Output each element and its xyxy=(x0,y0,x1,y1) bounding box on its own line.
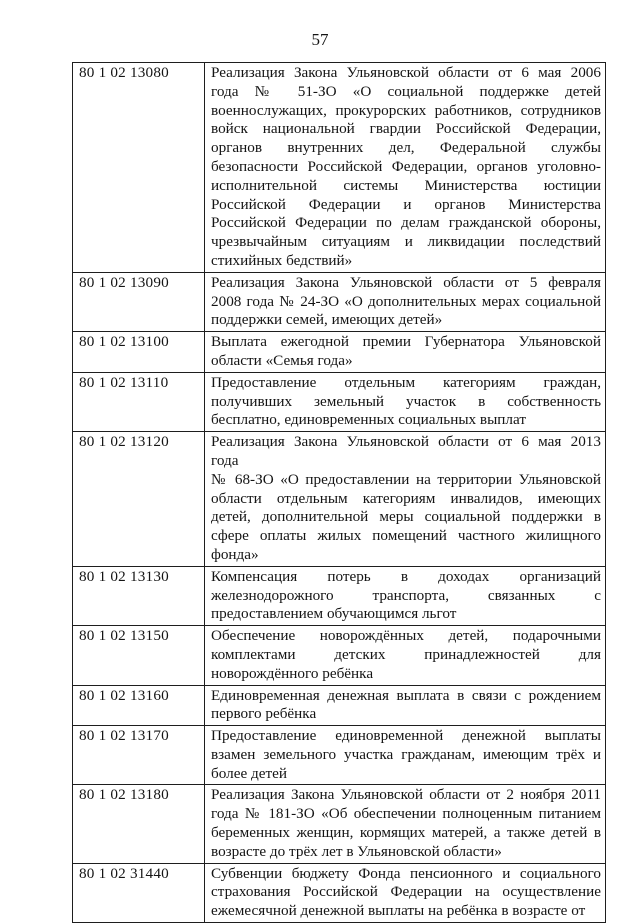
description-line: Реализация Закона Ульяновской области от 2 ноября 2011 xyxy=(211,786,601,804)
description-cell xyxy=(205,63,606,273)
description-line: ежемесячной денежной выплаты на ребёнка в возрасте от xyxy=(211,902,586,920)
table-row xyxy=(73,626,606,685)
budget-code-cell: 80 1 02 13110 xyxy=(73,372,205,431)
description-line: области «Семья года» xyxy=(211,351,353,369)
description-line: Выплата ежегодной премии Губернатора Ульяновской xyxy=(211,333,601,351)
table-row xyxy=(73,863,606,922)
description-line: Субвенции бюджету Фонда пенсионного и социального xyxy=(211,864,601,882)
description-line: года № 181-ЗО «Об обеспечении полноценным питанием xyxy=(211,805,601,823)
description-line: Российской Федерации по делам гражданской обороны, xyxy=(211,214,601,232)
description-cell xyxy=(205,863,606,922)
table-row xyxy=(73,332,606,373)
description-line: Обеспечение новорождённых детей, подарочными xyxy=(211,627,601,645)
budget-code-cell: 80 1 02 13150 xyxy=(73,626,205,685)
description-line: Предоставление отдельным категориям граждан, xyxy=(211,373,601,391)
description-line: года xyxy=(211,451,239,469)
description-line: беременных женщин, кормящих матерей, а также детей в xyxy=(211,824,601,842)
description-line: Предоставление единовременной денежной выплаты xyxy=(211,727,601,745)
description-line: стихийных бедствий» xyxy=(211,251,353,269)
description-cell xyxy=(205,272,606,331)
budget-code-cell: 80 1 02 13180 xyxy=(73,785,205,863)
description-line: возрасте до трёх лет в Ульяновской области» xyxy=(211,842,502,860)
page-number: 57 xyxy=(311,30,329,49)
table-row xyxy=(73,272,606,331)
description-line: поддержки семей, имеющих детей» xyxy=(211,311,443,329)
table-row xyxy=(73,432,606,567)
description-line: Реализация Закона Ульяновской области от 6 мая 2013 xyxy=(211,433,601,451)
description-line: сфере оплаты жилых помещений частного жилищного xyxy=(211,527,601,545)
budget-code-cell: 80 1 02 13120 xyxy=(73,432,205,567)
budget-code-cell: 80 1 02 13170 xyxy=(73,726,205,785)
description-line: Компенсация потерь в доходах организаций xyxy=(211,567,601,585)
description-cell xyxy=(205,785,606,863)
description-line: Реализация Закона Ульяновской области от 6 мая 2006 xyxy=(211,64,601,81)
table-row xyxy=(73,785,606,863)
description-line: фонда» xyxy=(211,545,259,563)
description-line: Российской Федерации и органов Министерства xyxy=(211,195,601,213)
description-line: первого ребёнка xyxy=(211,705,317,723)
budget-code-cell: 80 1 02 13100 xyxy=(73,332,205,373)
budget-code-cell: 80 1 02 31440 xyxy=(73,863,205,922)
budget-code-cell: 80 1 02 13090 xyxy=(73,272,205,331)
description-line: военнослужащих, прокурорских работников, сотрудников xyxy=(211,101,601,119)
description-line: предоставлением обучающимся льгот xyxy=(211,605,457,623)
description-line: 2008 года № 24-ЗО «О дополнительных мерах социальной xyxy=(211,292,601,310)
description-line: новорождённого ребёнка xyxy=(211,664,374,682)
description-cell xyxy=(205,685,606,726)
description-line: Реализация Закона Ульяновской области от 5 февраля xyxy=(211,273,601,291)
description-line: более детей xyxy=(211,764,287,782)
budget-code-cell: 80 1 02 13130 xyxy=(73,566,205,625)
description-line: бесплатно, единовременных социальных выплат xyxy=(211,411,526,429)
description-line: Единовременная денежная выплата в связи с рождением xyxy=(211,686,601,704)
description-line: чрезвычайным ситуациям и ликвидации последствий xyxy=(211,233,601,251)
budget-code-cell: 80 1 02 13160 xyxy=(73,685,205,726)
description-line: области отдельным категориям инвалидов, имеющих xyxy=(211,489,601,507)
table-row xyxy=(73,372,606,431)
description-line: войск национальной гвардии Российской Федерации, xyxy=(211,120,601,138)
table-row xyxy=(73,685,606,726)
description-line: детей, дополнительной меры социальной поддержки в xyxy=(211,508,601,526)
description-line: № 68-ЗО «О предоставлении на территории Ульяновской xyxy=(211,470,601,488)
description-cell xyxy=(205,332,606,373)
description-line: органов внутренних дел, Федеральной службы xyxy=(211,139,601,157)
description-line: страхования Российской Федерации на осуществление xyxy=(211,883,601,901)
description-line: железнодорожного транспорта, связанных с xyxy=(211,586,601,604)
budget-codes-table xyxy=(72,62,606,923)
description-line: комплектами детских принадлежностей для xyxy=(211,645,601,663)
description-line: исполнительной системы Министерства юстиции xyxy=(211,176,601,194)
description-cell xyxy=(205,372,606,431)
table-row xyxy=(73,566,606,625)
description-line: взамен земельного участка гражданам, имеющим трёх и xyxy=(211,745,601,763)
budget-code-cell: 80 1 02 13080 xyxy=(73,63,205,273)
description-line: получивших земельный участок в собственность xyxy=(211,392,601,410)
description-cell xyxy=(205,432,606,567)
table-row xyxy=(73,726,606,785)
description-cell xyxy=(205,626,606,685)
description-line: безопасности Российской Федерации, органов уголовно- xyxy=(211,157,601,175)
description-cell xyxy=(205,566,606,625)
description-cell xyxy=(205,726,606,785)
description-line: года № 51-ЗО «О социальной поддержке детей xyxy=(211,82,601,100)
table-body xyxy=(73,63,606,923)
table-row xyxy=(73,63,606,273)
